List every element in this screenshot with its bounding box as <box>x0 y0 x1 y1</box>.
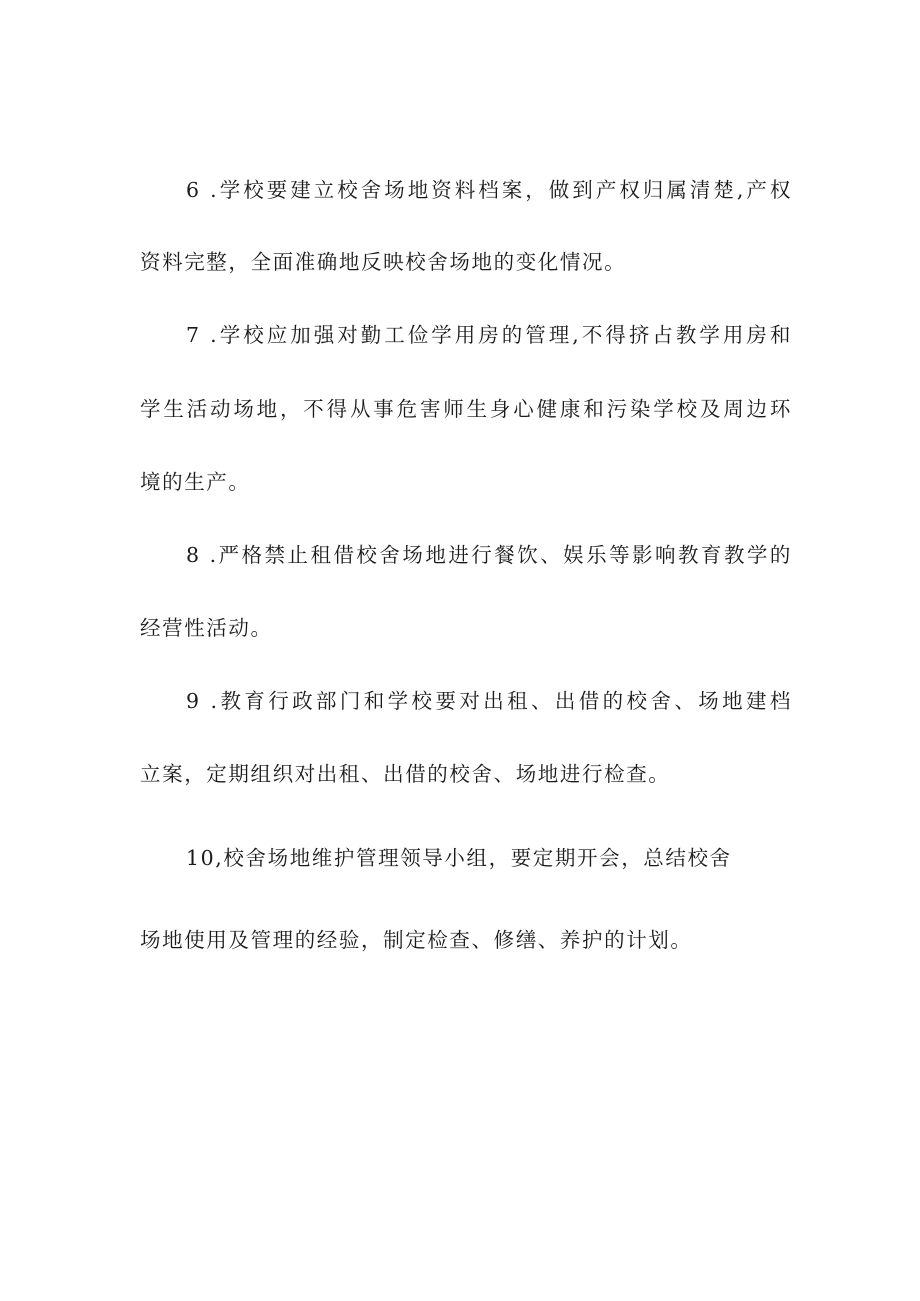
item-8-line-2: 经营性活动。 <box>140 616 273 640</box>
item-8-line-1: 8 .严格禁止租借校舍场地进行餐饮、娱乐等影响教育教学的 <box>186 543 792 567</box>
item-6-line-2: 资料完整，全面准确地反映校舍场地的变化情况。 <box>140 250 627 274</box>
item-7-line-3: 境的生产。 <box>140 470 251 494</box>
item-10-line-1: 10,校舍场地维护管理领导小组，要定期开会，总结校舍 <box>186 846 732 870</box>
item-7-line-2: 学生活动场地，不得从事危害师生身心健康和污染学校及周边环 <box>140 397 792 421</box>
item-6-line-1: 6 .学校要建立校舍场地资料档案，做到产权归属清楚,产权 <box>186 178 792 202</box>
item-10-line-2: 场地使用及管理的经验，制定检查、修缮、养护的计划。 <box>140 928 693 952</box>
item-7-line-1: 7 .学校应加强对勤工俭学用房的管理,不得挤占教学用房和 <box>186 323 792 347</box>
item-9-line-1: 9 .教育行政部门和学校要对出租、出借的校舍、场地建档 <box>186 689 792 713</box>
item-9-line-2: 立案，定期组织对出租、出借的校舍、场地进行检查。 <box>140 762 671 786</box>
